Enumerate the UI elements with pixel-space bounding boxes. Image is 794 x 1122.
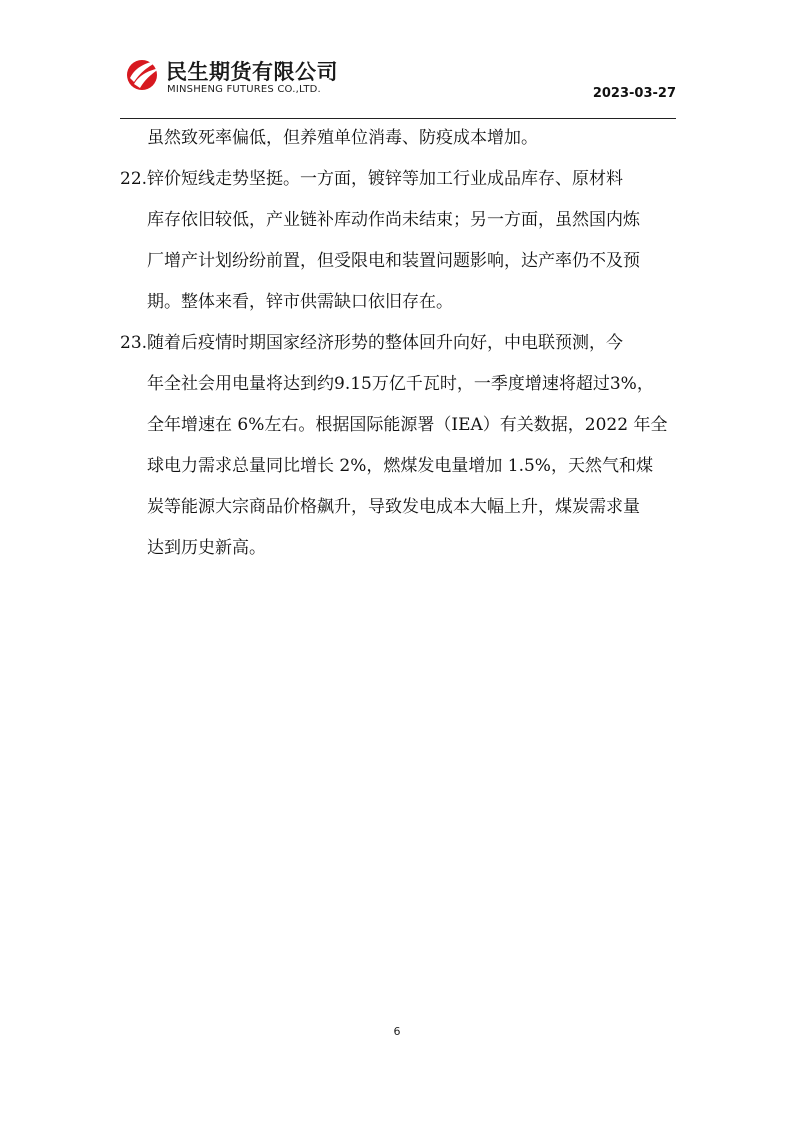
main-content [120, 118, 680, 569]
text-line: 22.锌价短线走势坚挺。一方面，镀锌等加工行业成品库存、原材料 [120, 169, 624, 189]
page-header [120, 50, 676, 120]
text-line: 期。整体来看，锌市供需缺口依旧存在。 [147, 292, 453, 312]
item-22 [120, 159, 680, 323]
text-line: 球电力需求总量同比增长 2%，燃煤发电量增加 1.5%，天然气和煤 [147, 456, 653, 476]
brand-name-cn: 民生期货有限公司 [166, 60, 338, 84]
continued-paragraph [120, 118, 680, 159]
page-number: 6 [393, 1025, 401, 1038]
text-line: 年全社会用电量将达到约9.15万亿千瓦时，一季度增速将超过3%， [147, 374, 654, 394]
text-line: 厂增产计划纷纷前置，但受限电和装置问题影响，达产率仍不及预 [147, 251, 640, 271]
text-line: 虽然致死率偏低，但养殖单位消毒、防疫成本增加。 [147, 128, 538, 148]
text-line: 炭等能源大宗商品价格飙升，导致发电成本大幅上升，煤炭需求量 [147, 497, 640, 517]
text-line: 23.随着后疫情时期国家经济形势的整体回升向好，中电联预测，今 [120, 333, 624, 353]
text-line: 全年增速在 6%左右。根据国际能源署（IEA）有关数据，2022 年全 [147, 415, 668, 435]
report-date: 2023-03-27 [592, 86, 676, 101]
minsheng-logo-icon [124, 56, 162, 92]
item-23 [120, 323, 680, 569]
brand-name-en: MINSHENG FUTURES CO.,LTD. [167, 84, 321, 95]
text-line: 库存依旧较低，产业链补库动作尚未结束；另一方面，虽然国内炼 [147, 210, 640, 230]
text-line: 达到历史新高。 [147, 538, 266, 558]
